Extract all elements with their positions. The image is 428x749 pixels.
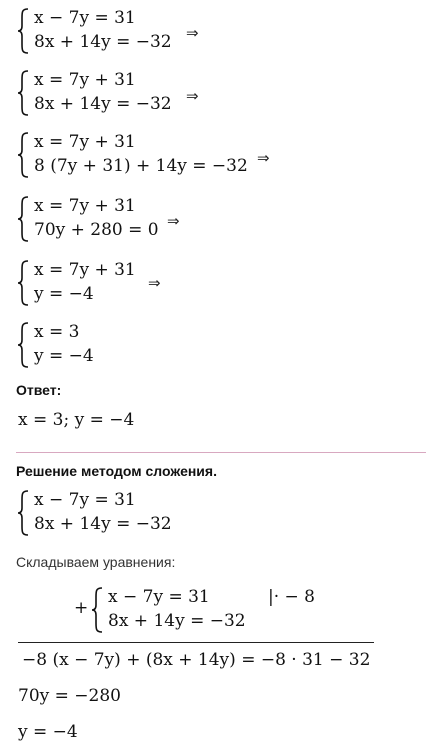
- section-divider: [16, 452, 426, 453]
- implies-arrow: ⇒: [167, 212, 180, 230]
- answer-label: Ответ:: [16, 382, 62, 398]
- brace-icon: [16, 132, 32, 178]
- equation-2: 8 (7y + 31) + 14y = −32: [34, 156, 248, 176]
- implies-arrow: ⇒: [186, 24, 199, 42]
- equation-1: x = 7y + 31: [34, 70, 136, 90]
- equation-2: y = −4: [34, 284, 94, 304]
- equation-1: x = 7y + 31: [34, 260, 136, 280]
- sum-line: [18, 642, 374, 643]
- equation-1: x = 7y + 31: [34, 196, 136, 216]
- brace-icon: [90, 587, 106, 633]
- brace-icon: [16, 8, 32, 54]
- multiplier: |· − 8: [268, 587, 315, 607]
- equation-2: 8x + 14y = −32: [108, 611, 246, 631]
- plus-sign: +: [74, 598, 89, 618]
- equation-1: x − 7y = 31: [108, 587, 210, 607]
- equation-2: y = −4: [34, 346, 94, 366]
- equation-1: x − 7y = 31: [34, 490, 136, 510]
- equation-1: x = 7y + 31: [34, 132, 136, 152]
- result-equation-1: 70y = −280: [18, 686, 121, 706]
- result-equation-2: y = −4: [18, 722, 78, 742]
- implies-arrow: ⇒: [257, 149, 270, 167]
- brace-icon: [16, 70, 32, 116]
- implies-arrow: ⇒: [186, 87, 199, 105]
- equation-2: 8x + 14y = −32: [34, 32, 172, 52]
- implies-arrow: ⇒: [148, 274, 161, 292]
- equation-2: 8x + 14y = −32: [34, 94, 172, 114]
- equation-2: 8x + 14y = −32: [34, 514, 172, 534]
- brace-icon: [16, 260, 32, 306]
- brace-icon: [16, 196, 32, 242]
- equation-1: x = 3: [34, 322, 80, 342]
- answer-value: x = 3; y = −4: [18, 410, 135, 430]
- equation-1: x − 7y = 31: [34, 8, 136, 28]
- method-title: Решение методом сложения.: [16, 463, 217, 479]
- brace-icon: [16, 322, 32, 368]
- sum-result: −8 (x − 7y) + (8x + 14y) = −8 · 31 − 32: [22, 650, 371, 670]
- brace-icon: [16, 490, 32, 536]
- add-equations-label: Складываем уравнения:: [16, 554, 176, 570]
- equation-2: 70y + 280 = 0: [34, 220, 159, 240]
